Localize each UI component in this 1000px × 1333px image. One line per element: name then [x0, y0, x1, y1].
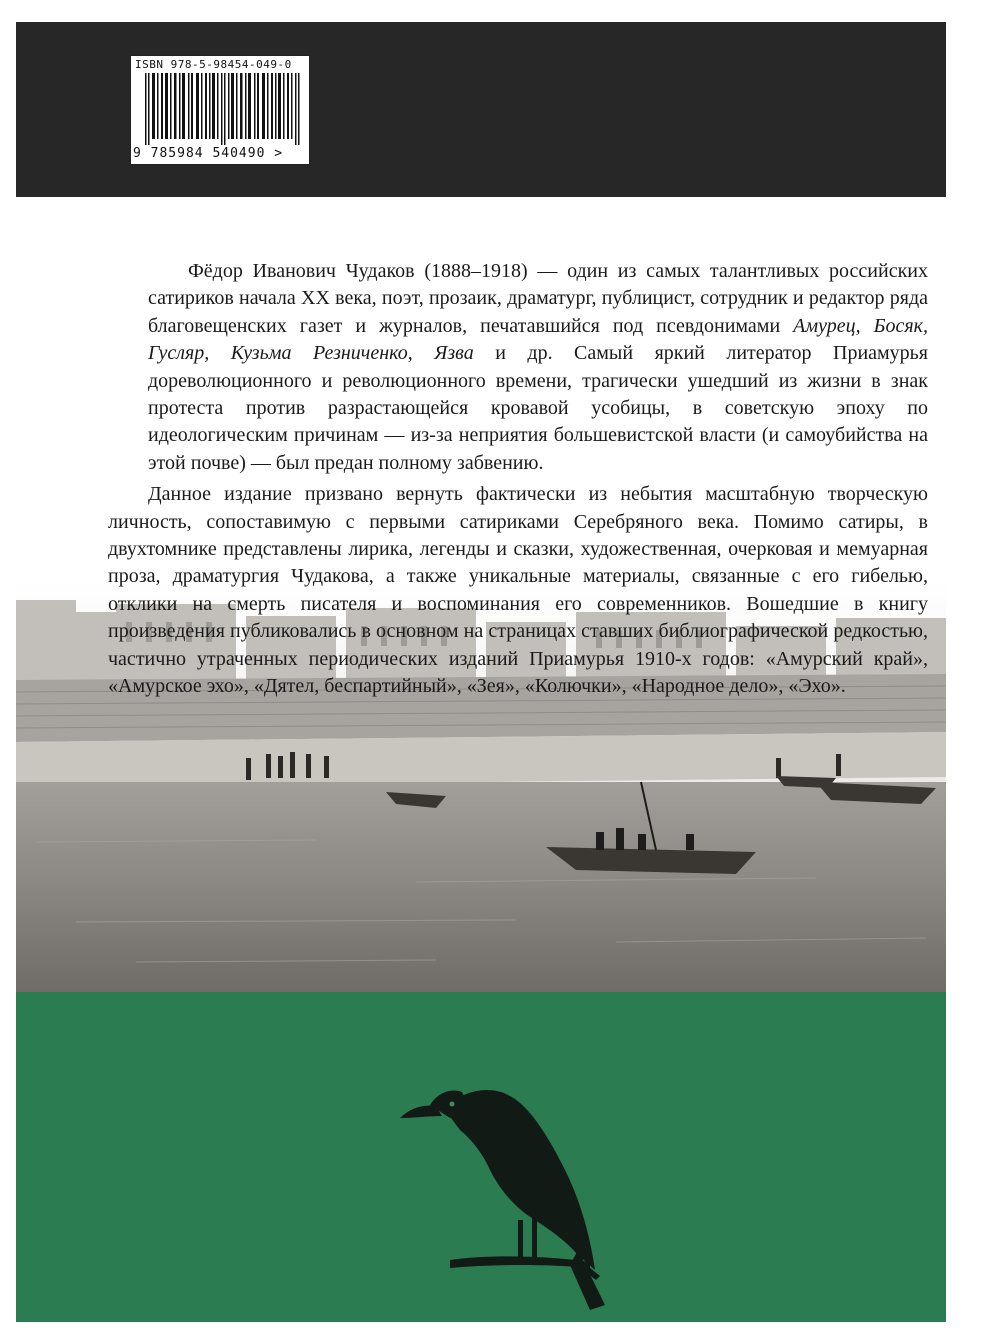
isbn-barcode: [130, 55, 310, 165]
annotation-paragraph-2: Данное издание призвано вернуть фактически из небытия масштабную творческую личность, сопоставимую с первыми сатириками Серебряного века. Помимо сатиры, в двухтомнике представлены лирика, легенды и сказки, художественная, очерковая и мемуарная проза, драматургия Чудакова, а также уникальные материалы, связанные с его гибелью, отклики на смерть писателя и воспоминания его современников. Вошедшие в книгу произведения публиковались в основном на страницах ставших библиографической редкостью, частично утраченных периодических изданий Приамурья 1910-х годов: «Амурский край», «Амурское эхо», «Дятел, беспартийный», «Зея», «Колючки», «Народное дело», «Эхо».: [108, 483, 928, 698]
crow-icon: [390, 1070, 620, 1315]
isbn-text: ISBN 978-5-98454-049-0: [135, 58, 292, 71]
annotation-pseudonyms: Амурец, Босяк, Гусляр, Кузьма Резниченко, Язва: [148, 314, 928, 365]
barcode-digits: 9 785984 540490 >: [133, 146, 284, 161]
annotation-paragraph-1: [148, 258, 928, 477]
annotation-p1-part3: и др. Самый яркий литератор Приамурья дореволюционного и революционного времени, трагически ушедший из жизни в знак протеста против разрастающейся кровавой усобицы, в советскую эпоху по идеологическим причинам — из-за неприятия большевистской власти (и самоубийства на этой почве) — был предан полному забвению.: [148, 342, 928, 474]
barcode-icon: [145, 73, 301, 145]
annotation-text: [108, 258, 928, 705]
annotation-p1-part1: Фёдор Иванович Чудаков (1888–1918) — один из самых талантливых российских сатириков начала XX века, поэт, прозаик, драматург, публицист, сотрудник и редактор ряда благовещенских газет и журналов, печатавшийся под псевдонимами: [148, 260, 928, 337]
